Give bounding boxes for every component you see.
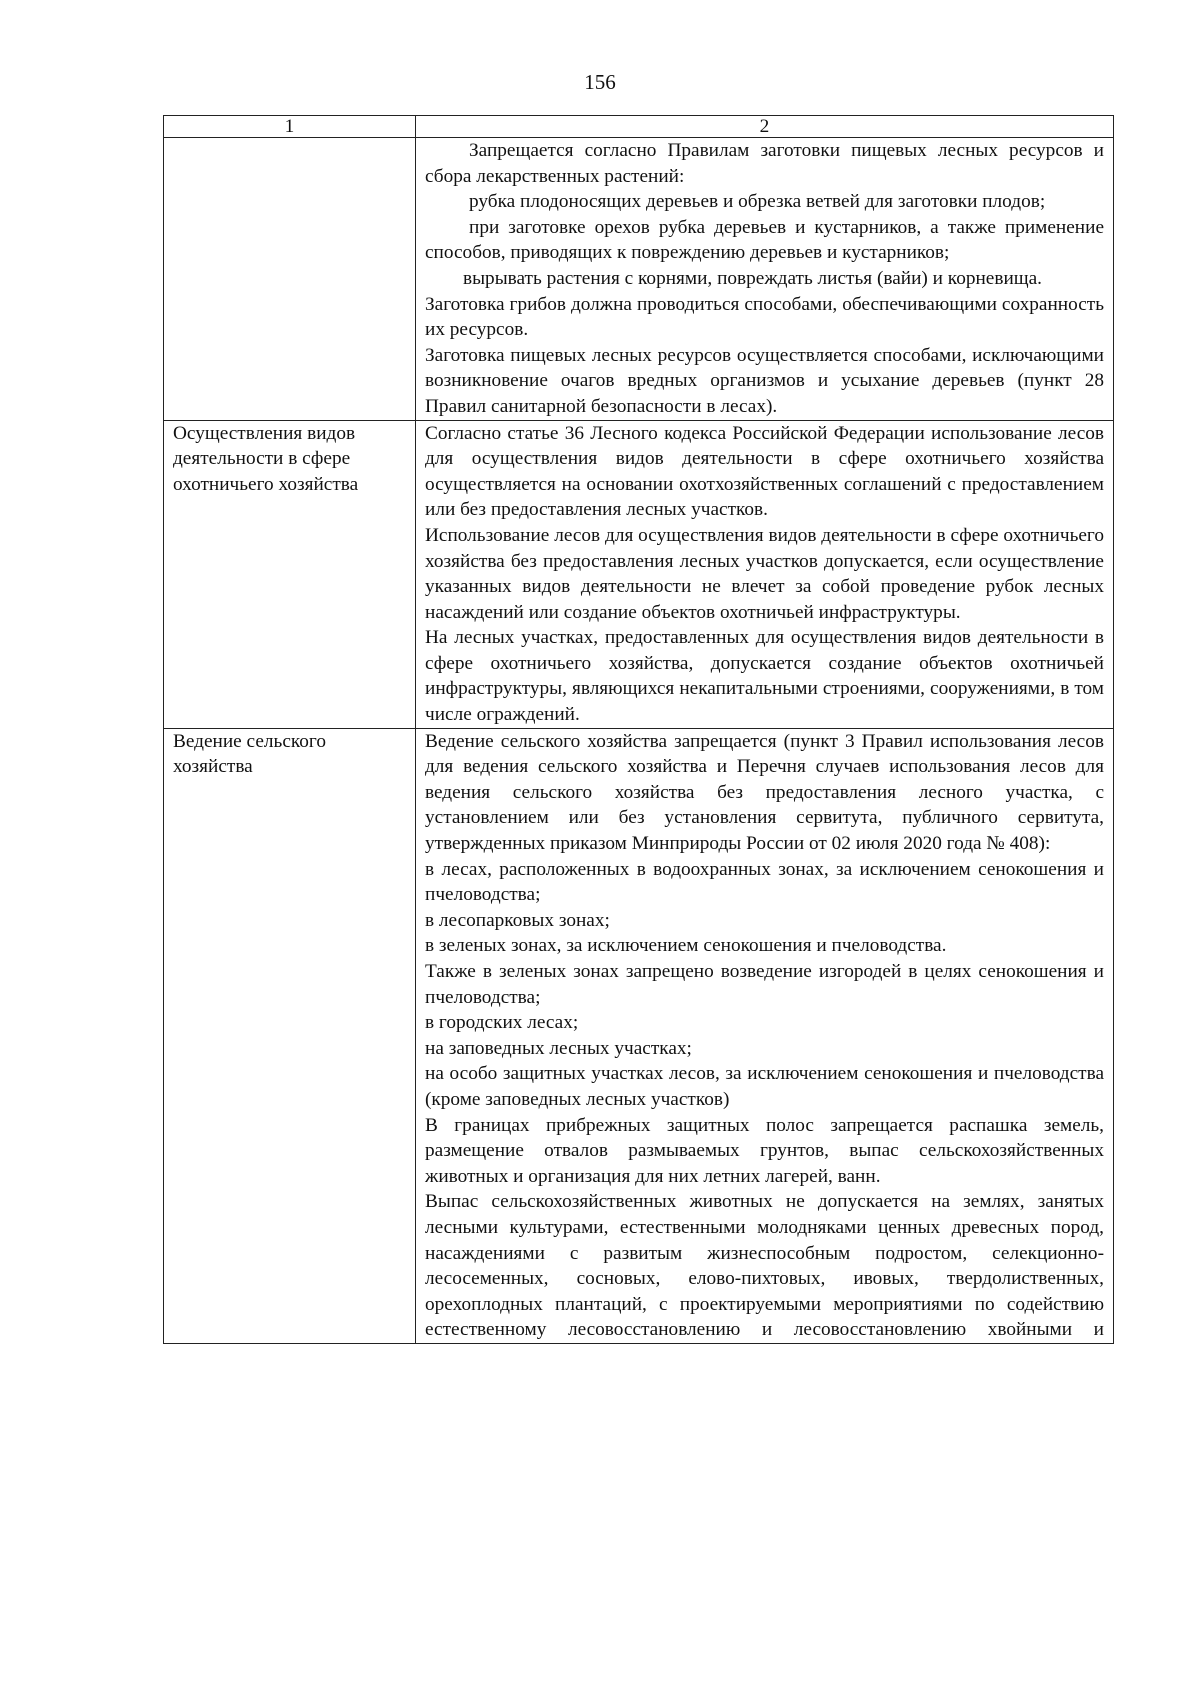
paragraph: в городских лесах;: [425, 1012, 579, 1034]
row-label: Ведение сельского хозяйства: [164, 728, 416, 1343]
paragraph: Выпас сельскохозяйственных животных не допускается на землях, занятых лесными культурами, естественными молодняками ценных древесных пород, насаждениями с развитым жизнеспособным подростом, селекционно-лесосеменных, сосновых, елово-пихтовых, ивовых, твердолиственных, орехоплодных плантаций, с проектируемыми мероприятиями по содействию естественному лесовосстановлению и лесовосстановлению хвойными и: [425, 1191, 1104, 1341]
regulations-table: [163, 115, 1114, 1344]
paragraph: в лесах, расположенных в водоохранных зонах, за исключением сенокошения и пчеловодства;: [425, 858, 1104, 906]
table-row-agriculture: [164, 728, 1114, 1343]
row-label: [164, 138, 416, 421]
paragraph: в зеленых зонах, за исключением сенокошения и пчеловодства.: [425, 935, 947, 957]
paragraph: при заготовке орехов рубка деревьев и кустарников, а также применение способов, приводящих к повреждению деревьев и кустарников;: [425, 216, 1104, 264]
paragraph: на особо защитных участках лесов, за исключением сенокошения и пчеловодства (кроме заповедных лесных участков): [425, 1063, 1104, 1110]
table-row-food-resources: [164, 138, 1114, 421]
paragraph: рубка плодоносящих деревьев и обрезка ветвей для заготовки плодов;: [469, 191, 1046, 213]
column-header-1: 1: [164, 116, 416, 138]
column-header-2: 2: [416, 116, 1114, 138]
table-row-hunting: [164, 420, 1114, 728]
paragraph: в лесопарковых зонах;: [425, 909, 610, 931]
paragraph: Заготовка грибов должна проводиться способами, обеспечивающими сохранность их ресурсов.: [425, 293, 1104, 341]
paragraph: вырывать растения с корнями, повреждать листья (вайи) и корневища.: [463, 267, 1043, 289]
paragraph: Запрещается согласно Правилам заготовки пищевых лесных ресурсов и сбора лекарственных растений:: [425, 140, 1104, 187]
row-label: Осуществления видов деятельности в сфере охотничьего хозяйства: [164, 420, 416, 728]
paragraph: Заготовка пищевых лесных ресурсов осуществляется способами, исключающими возникновение очагов вредных организмов и усыхание деревьев (пункт 28 Правил санитарной безопасности в лесах).: [425, 344, 1104, 417]
table-header-row: [164, 116, 1114, 138]
paragraph: Также в зеленых зонах запрещено возведение изгородей в целях сенокошения и пчеловодства;: [425, 961, 1104, 1008]
paragraph: Использование лесов для осуществления видов деятельности в сфере охотничьего хозяйства без предоставления лесных участков допускается, если осуществление указанных видов деятельности не влечет за собой проведение рубок лесных насаждений или создание объектов охотничьей инфраструктуры.: [425, 524, 1104, 623]
page-number: 156: [584, 70, 616, 94]
paragraph: Согласно статье 36 Лесного кодекса Российской Федерации использование лесов для осуществления видов деятельности в сфере охотничьего хозяйства осуществляется на основании охотхозяйственных соглашений с предоставлением или без предоставления лесных участков.: [425, 422, 1104, 521]
paragraph: На лесных участках, предоставленных для осуществления видов деятельности в сфере охотничьего хозяйства, допускается создание объектов охотничьей инфраструктуры, являющихся некапитальными строениями, сооружениями, в том числе ограждений.: [425, 627, 1104, 726]
paragraph: на заповедных лесных участках;: [425, 1037, 692, 1059]
row-content: [416, 728, 1114, 1343]
row-content: [416, 420, 1114, 728]
paragraph: В границах прибрежных защитных полос запрещается распашка земель, размещение отвалов размываемых грунтов, выпас сельскохозяйственных животных и организация для них летних лагерей, ванн.: [425, 1114, 1104, 1187]
row-content: [416, 138, 1114, 421]
paragraph: Ведение сельского хозяйства запрещается (пункт 3 Правил использования лесов для ведения сельского хозяйства и Перечня случаев использования лесов для ведения сельского хозяйства без предоставления лесного участка, с установлением или без установления сервитута, публичного сервитута, утвержденных приказом Минприроды России от 02 июля 2020 года № 408):: [425, 730, 1104, 855]
